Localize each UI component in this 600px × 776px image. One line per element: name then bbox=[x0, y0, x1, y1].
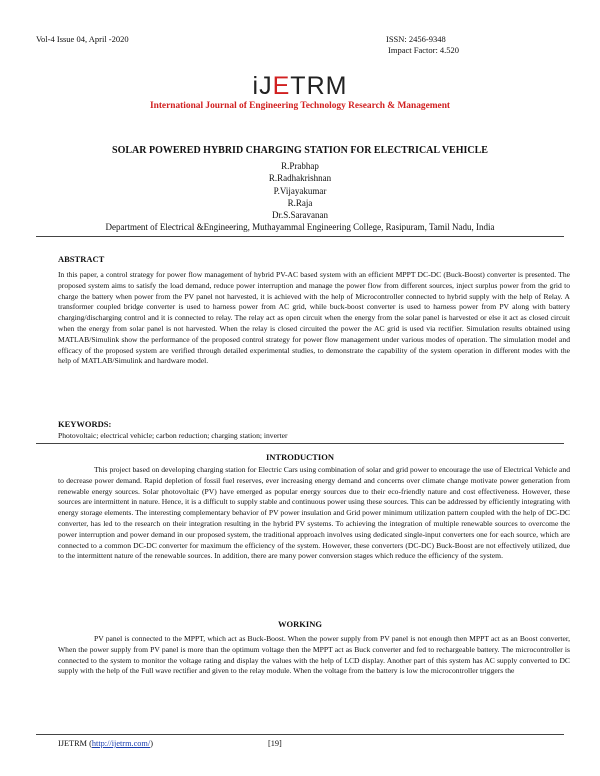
divider bbox=[36, 443, 564, 444]
keywords-text: Photovoltaic; electrical vehicle; carbon reduction; charging station; inverter bbox=[58, 431, 288, 440]
author-name: R.Raja bbox=[287, 197, 313, 208]
affiliation: Department of Electrical &Engineering, Muthayammal Engineering College, Rasipuram, Tamil Nadu, India bbox=[105, 222, 495, 233]
author-name: P.Vijayakumar bbox=[273, 185, 327, 196]
keywords-heading: KEYWORDS: bbox=[58, 419, 112, 429]
header-volume: Vol-4 Issue 04, April -2020 bbox=[36, 34, 129, 44]
logo-prefix: iJ bbox=[252, 72, 273, 100]
author-name: R.Radhakrishnan bbox=[268, 173, 332, 184]
footer-link[interactable]: http://ijetrm.com/ bbox=[91, 739, 151, 748]
introduction-text: This project based on developing charging station for Electric Cars using combination of solar and grid power to encourage the use of Electrical Vehicle and to decrease power demand. Rapid depletion of fossil fuel reserves, ever increasing energy demand and concerns over climate change motivate power generation from renewable energy sources. Solar photovoltaic (PV) have emerged as popular energy sources due to their eco-friendly nature and cost effectiveness. However, these sources are intermittent in nature. Hence, it is a difficult to supply stable and continuous power using these sources. This can be addressed by efficiently integrating with energy storage elements. The interesting complementary behavior of PV power insulation and Grid power minimum utilization pattern coupled with the help of DC-DC converter, has led to the research on their integration resulting in the hybrid PV systems. To achieving the integration of multiple renewable sources to overcome the power interruption and power demand in our proposed system, the traditional approach involves using dedicated single-input converters one for each source, which are connected to a common DC-DC converter for maximum the efficiency of the system. However, these converters (DC-DC) Buck-Boost are not effectively utilized, due to the intermittent nature of the renewable sources. In addition, there are many power conversion stages which reduce the efficiency of the system. bbox=[58, 465, 570, 561]
paper-title: SOLAR POWERED HYBRID CHARGING STATION FOR ELECTRICAL VEHICLE bbox=[112, 145, 488, 156]
working-heading: WORKING bbox=[278, 619, 322, 629]
header-issn-block bbox=[386, 34, 459, 56]
abstract-text: In this paper, a control strategy for power flow management of hybrid PV-AC based system with an efficient MPPT DC-DC (Buck-Boost) converter is presented. The proposed system aims to satisfy the load demand, reduce power interruption and manage the power flow from different sources, inject surplus power from the grid to charge the battery when power from the PV panel not harvested, it is achieved with the help of Microcontroller connected to hybrid supply with the help of Relay. A transformer coupled bridge converter is used to harness power from AC grid, while buck-boost converter is used to harness power from PV along with battery charging/discharging control and it is connected to relay. The relay act as open circuit when the energy from the solar panel is harvested or else it act as closed circuit when the energy from solar panel is not harvested. When the relay is closed circuited the power the AC grid is used via rectifier. Simulation results obtained using MATLAB/Simulink show the performance of the proposed control strategy for power flow management under various modes of operation. The simulation model and efficacy of the proposed system are verified through detailed experimental studies, to demonstrate the capability of the system operation in different modes with the help of MATLAB/Simulink and hardware model. bbox=[58, 270, 570, 366]
author-block bbox=[0, 160, 600, 234]
header-impact-factor: Impact Factor: 4.520 bbox=[388, 45, 460, 55]
introduction-heading: INTRODUCTION bbox=[265, 452, 334, 462]
author-name: R.Prabhap bbox=[281, 161, 319, 171]
footer-suffix: ) bbox=[150, 739, 153, 748]
author-name: Dr.S.Saravanan bbox=[272, 210, 328, 221]
page-number: [19] bbox=[268, 739, 282, 748]
working-text: PV panel is connected to the MPPT, which act as Buck-Boost. When the power supply from PV panel is not enough then MPPT act as an Boost converter, When the power supply from PV panel is more than the optimum voltage then the MPPT act as Buck converter and fed to rechargeable battery. The microcontroller is connected to the system to monitor the voltage rating and display the values with the help of LCD display. Another part of this system has AC supply converted to DC supply with the help of the Full wave rectifier and given to the relay module. When the voltage from the battery is low the microcontroller triggers the bbox=[58, 634, 570, 676]
footer-prefix: IJETRM ( bbox=[58, 739, 92, 748]
header-issn: ISSN: 2456-9348 bbox=[386, 34, 446, 44]
journal-logo bbox=[0, 72, 600, 101]
logo-suffix: TRM bbox=[290, 72, 348, 100]
journal-name: International Journal of Engineering Technology Research & Management bbox=[149, 101, 451, 111]
divider bbox=[36, 236, 564, 237]
abstract-heading: ABSTRACT bbox=[58, 254, 105, 264]
footer-source bbox=[58, 739, 153, 748]
footer-divider bbox=[36, 734, 564, 735]
logo-accent: E bbox=[272, 72, 291, 100]
